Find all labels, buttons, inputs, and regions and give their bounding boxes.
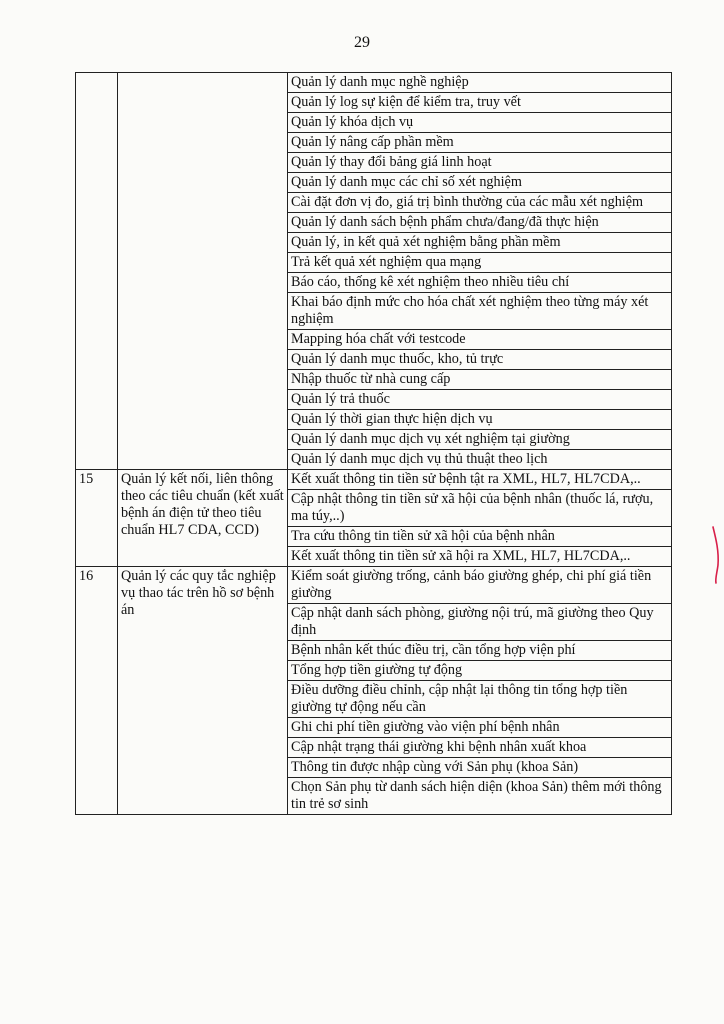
feature-cell: Mapping hóa chất với testcode [288, 330, 672, 350]
feature-cell: Khai báo định mức cho hóa chất xét nghiệm theo từng máy xét nghiệm [288, 293, 672, 330]
feature-cell: Quản lý danh mục dịch vụ thủ thuật theo lịch [288, 450, 672, 470]
feature-cell: Quản lý danh mục dịch vụ xét nghiệm tại giường [288, 430, 672, 450]
feature-cell: Cập nhật danh sách phòng, giường nội trú, mã giường theo Quy định [288, 604, 672, 641]
page-number: 29 [354, 34, 370, 51]
feature-cell: Cài đặt đơn vị đo, giá trị bình thường của các mẫu xét nghiệm [288, 193, 672, 213]
feature-cell: Cập nhật trạng thái giường khi bệnh nhân xuất khoa [288, 738, 672, 758]
feature-cell: Quản lý thời gian thực hiện dịch vụ [288, 410, 672, 430]
item-name [118, 73, 288, 470]
table-row [76, 73, 672, 93]
feature-cell: Ghi chi phí tiền giường vào viện phí bệnh nhân [288, 718, 672, 738]
feature-cell: Quản lý thay đổi bảng giá linh hoạt [288, 153, 672, 173]
feature-cell: Quản lý danh mục thuốc, kho, tủ trực [288, 350, 672, 370]
feature-cell: Kết xuất thông tin tiền sử bệnh tật ra XML, HL7, HL7CDA,.. [288, 470, 672, 490]
feature-cell: Cập nhật thông tin tiền sử xã hội của bệnh nhân (thuốc lá, rượu, ma túy,..) [288, 490, 672, 527]
table-row [76, 567, 672, 604]
item-number: 15 [76, 470, 118, 567]
feature-cell: Nhập thuốc từ nhà cung cấp [288, 370, 672, 390]
feature-cell: Quản lý khóa dịch vụ [288, 113, 672, 133]
feature-cell: Quản lý trả thuốc [288, 390, 672, 410]
feature-cell: Thông tin được nhập cùng với Sản phụ (khoa Sản) [288, 758, 672, 778]
feature-cell: Trả kết quả xét nghiệm qua mạng [288, 253, 672, 273]
feature-cell: Tra cứu thông tin tiền sử xã hội của bệnh nhân [288, 527, 672, 547]
feature-cell: Kết xuất thông tin tiền sử xã hội ra XML, HL7, HL7CDA,.. [288, 547, 672, 567]
feature-cell: Quản lý danh mục các chỉ số xét nghiệm [288, 173, 672, 193]
pen-mark [707, 525, 723, 585]
feature-cell: Quản lý danh sách bệnh phẩm chưa/đang/đã thực hiện [288, 213, 672, 233]
feature-cell: Điều dưỡng điều chỉnh, cập nhật lại thông tin tổng hợp tiền giường tự động nếu cần [288, 681, 672, 718]
feature-cell: Quản lý nâng cấp phần mềm [288, 133, 672, 153]
feature-cell: Quản lý log sự kiện để kiểm tra, truy vết [288, 93, 672, 113]
feature-cell: Kiểm soát giường trống, cảnh báo giường ghép, chi phí giá tiền giường [288, 567, 672, 604]
feature-cell: Báo cáo, thống kê xét nghiệm theo nhiều tiêu chí [288, 273, 672, 293]
feature-cell: Quản lý danh mục nghề nghiệp [288, 73, 672, 93]
feature-cell: Tổng hợp tiền giường tự động [288, 661, 672, 681]
item-name: Quản lý kết nối, liên thông theo các tiêu chuẩn (kết xuất bệnh án điện tử theo tiêu chuẩn HL7 CDA, CCD) [118, 470, 288, 567]
requirements-table-body [76, 73, 672, 815]
item-name: Quản lý các quy tắc nghiệp vụ thao tác trên hồ sơ bệnh án [118, 567, 288, 815]
item-number: 16 [76, 567, 118, 815]
feature-cell: Chọn Sản phụ từ danh sách hiện diện (khoa Sản) thêm mới thông tin trẻ sơ sinh [288, 778, 672, 815]
feature-cell: Quản lý, in kết quả xét nghiệm bằng phần mềm [288, 233, 672, 253]
feature-cell: Bệnh nhân kết thúc điều trị, cần tổng hợp viện phí [288, 641, 672, 661]
requirements-table [75, 72, 672, 815]
item-number [76, 73, 118, 470]
table-row [76, 470, 672, 490]
